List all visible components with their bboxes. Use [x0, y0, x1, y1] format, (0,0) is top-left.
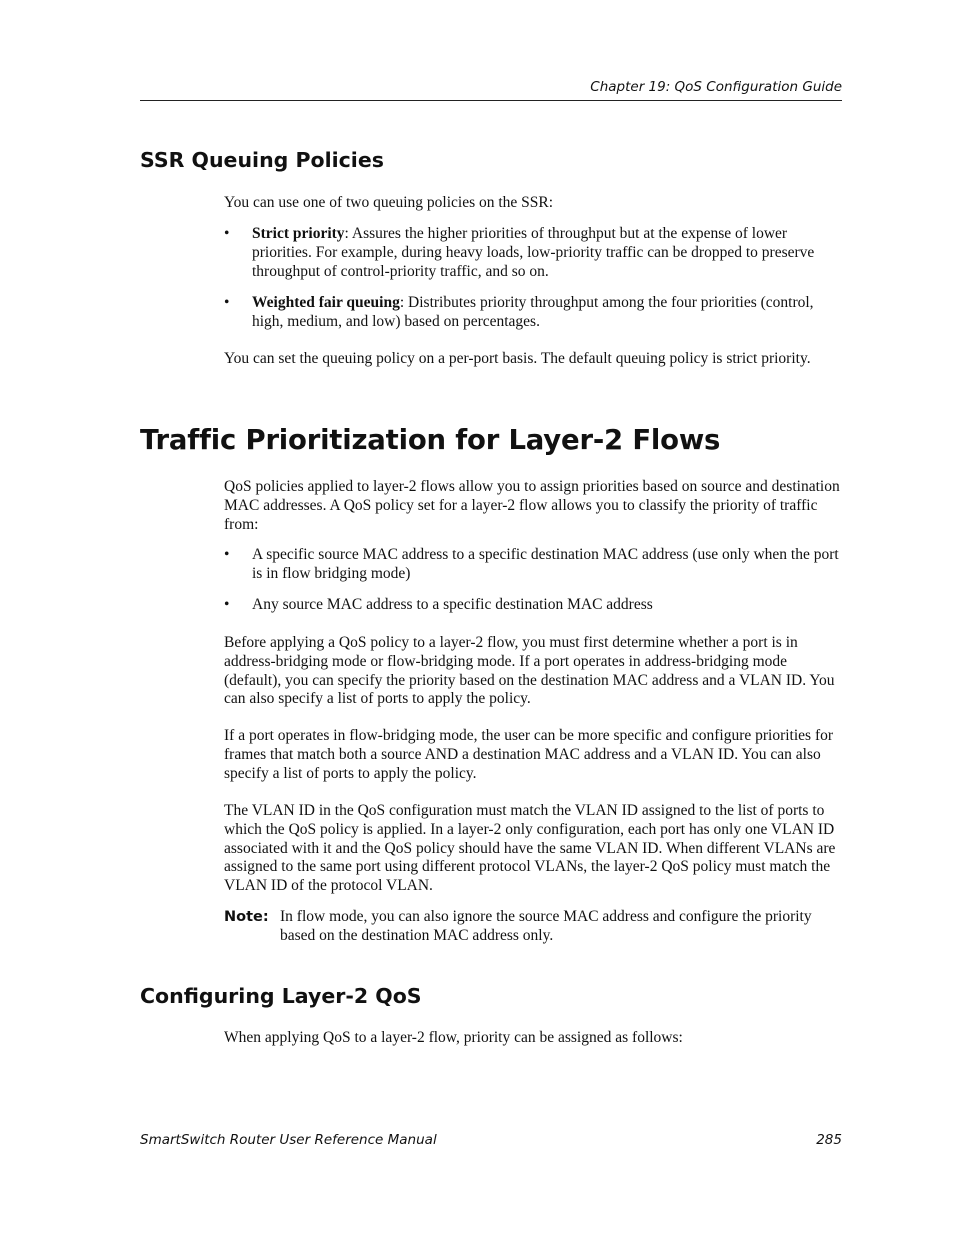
term-description: : Assures the higher priorities of throughput but at the expense of lower priorities. For example, during heavy loads, low-priority traffic can be dropped to preserve throughput of control-priority traffic, and so on.	[252, 225, 815, 280]
list-item	[224, 294, 842, 332]
list-item	[224, 596, 842, 615]
list-item-text: A specific source MAC address to a specific destination MAC address (use only when the port is in flow bridging mode)	[252, 546, 839, 582]
header-rule	[140, 100, 842, 101]
ssr-intro-text: You can use one of two queuing policies on the SSR:	[224, 194, 554, 211]
list-item-text	[252, 225, 842, 281]
l2-paragraph-1: Before applying a QoS policy to a layer-2 flow, you must first determine whether a port is in address-bridging mode or flow-bridging mode. If a port operates in address-bridging mode (default), you can specify the priority based on the destination MAC address and a VLAN ID. You can also specify a list of ports to apply the policy.	[224, 634, 835, 708]
list-item	[224, 546, 842, 584]
paragraph	[224, 478, 842, 534]
footer-manual-title: SmartSwitch Router User Reference Manual	[140, 1132, 437, 1148]
list-item	[224, 225, 842, 281]
paragraph	[224, 634, 842, 709]
paragraph	[224, 727, 842, 783]
section-heading-configuring-l2-qos: Configuring Layer-2 QoS	[140, 984, 422, 1008]
bullet-icon: •	[224, 596, 230, 613]
term-strict-priority: Strict priority	[252, 225, 345, 242]
page-number: 285	[816, 1132, 842, 1148]
paragraph	[224, 350, 842, 369]
l2-paragraph-3: The VLAN ID in the QoS configuration must match the VLAN ID assigned to the list of ports to which the QoS policy is applied. In a layer-2 only configuration, each port has only one VLAN ID associated with it and the QoS policy should have the same VLAN ID. When different VLANs are assigned to the same port using different protocol VLANs, the layer-2 QoS policy must match the VLAN ID of the protocol VLAN.	[224, 802, 836, 895]
l2-paragraph-2: If a port operates in flow-bridging mode, the user can be more specific and configure priorities for frames that match both a source AND a destination MAC address and a VLAN ID. You can also specify a list of ports to apply the policy.	[224, 727, 834, 782]
paragraph	[224, 194, 842, 213]
note-label: Note:	[224, 909, 269, 925]
section-heading-ssr-queuing: SSR Queuing Policies	[140, 148, 384, 172]
note-text: In flow mode, you can also ignore the source MAC address and configure the priority based on the destination MAC address only.	[280, 908, 812, 944]
ssr-closing-text: You can set the queuing policy on a per-port basis. The default queuing policy is strict priority.	[224, 350, 811, 367]
paragraph	[224, 802, 842, 896]
list-item-text: Any source MAC address to a specific destination MAC address	[252, 596, 653, 613]
term-weighted-fair-queuing: Weighted fair queuing	[252, 294, 400, 311]
bullet-icon: •	[224, 225, 230, 242]
l2-intro-text: QoS policies applied to layer-2 flows allow you to assign priorities based on source and destination MAC addresses. A QoS policy set for a layer-2 flow allows you to classify the priority of traffic from:	[224, 478, 840, 533]
bullet-icon: •	[224, 294, 230, 311]
section-heading-layer2-flows: Traffic Prioritization for Layer-2 Flows	[140, 424, 721, 456]
bullet-icon: •	[224, 546, 230, 563]
paragraph	[224, 1029, 842, 1048]
list-item-text	[252, 294, 842, 332]
note	[224, 908, 842, 946]
term-description: : Distributes priority throughput among the four priorities (control, high, medium, and low) based on percentages.	[252, 294, 814, 330]
cfg-intro-text: When applying QoS to a layer-2 flow, priority can be assigned as follows:	[224, 1029, 683, 1046]
running-header: Chapter 19: QoS Configuration Guide	[590, 79, 842, 95]
